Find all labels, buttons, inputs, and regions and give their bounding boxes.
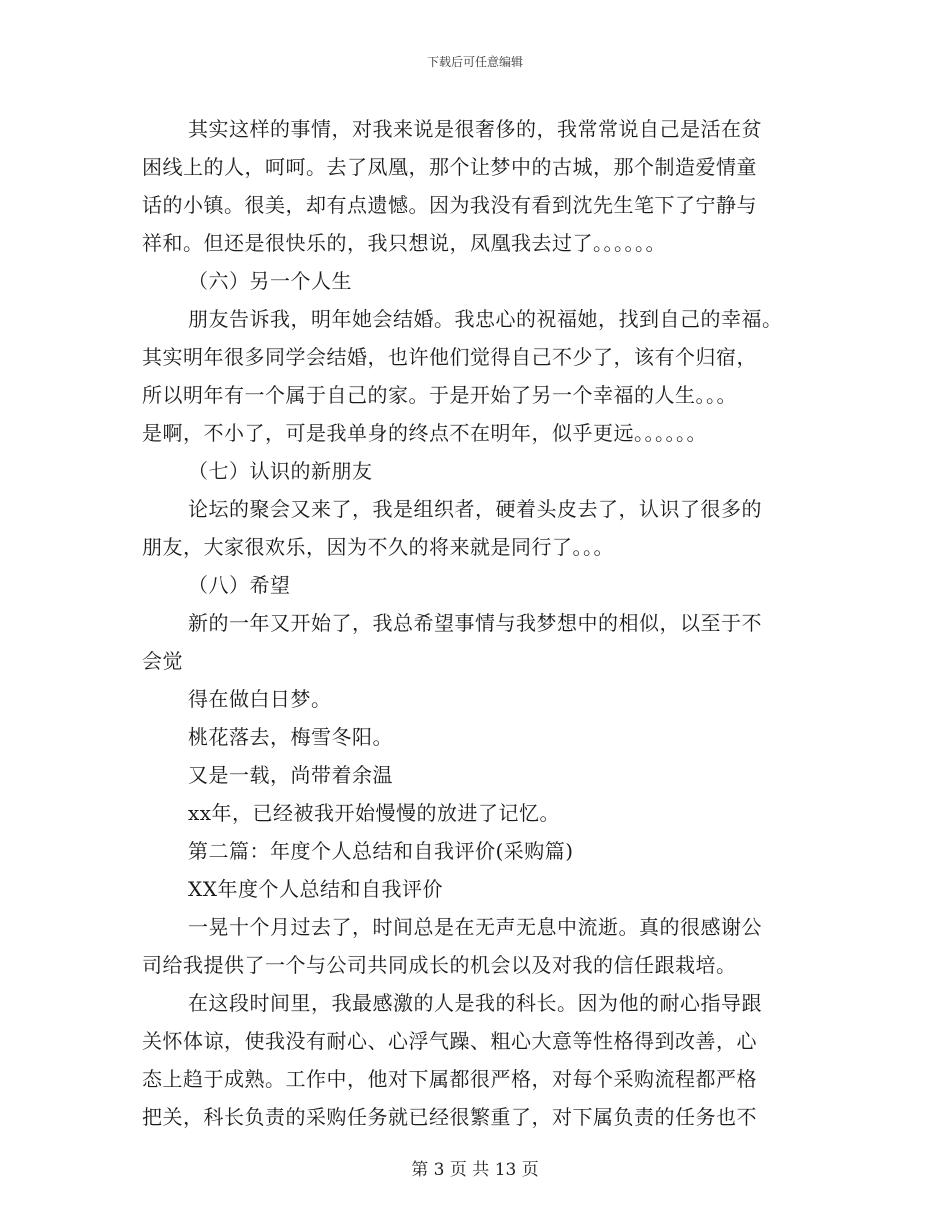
section-heading: XX年度个人总结和自我评价	[188, 877, 443, 901]
paragraph-line: 所以明年有一个属于自己的家。于是开始了另一个幸福的人生。。。	[142, 383, 737, 407]
paragraph-line: 桃花落去，梅雪冬阳。	[188, 725, 393, 749]
paragraph-line: 祥和。但还是很快乐的，我只想说，凤凰我去过了。。。。。。	[142, 231, 666, 255]
paragraph-line: 得在做白日梦。	[188, 687, 332, 711]
page-footer: 第 3 页 共 13 页	[411, 1160, 539, 1180]
section-heading: （六）另一个人生	[188, 269, 352, 293]
paragraph-line: 态上趋于成熟。工作中，他对下属都很严格，对每个采购流程都严格	[142, 1067, 757, 1091]
paragraph-line: 是啊，不小了，可是我单身的终点不在明年，似乎更远。。。。。。	[142, 421, 707, 445]
paragraph-line: 论坛的聚会又来了，我是组织者，硬着头皮去了，认识了很多的	[188, 497, 762, 521]
paragraph-line: 司给我提供了一个与公司共同成长的机会以及对我的信任跟栽培。	[142, 953, 737, 977]
section-heading: （七）认识的新朋友	[188, 459, 373, 483]
paragraph-line: 话的小镇。很美，却有点遗憾。因为我没有看到沈先生笔下了宁静与	[142, 193, 757, 217]
paragraph-line: 其实明年很多同学会结婚，也许他们觉得自己不少了，该有个归宿，	[142, 345, 757, 369]
paragraph-line: 又是一载，尚带着余温	[188, 763, 393, 787]
section-heading: 第二篇：年度个人总结和自我评价(采购篇)	[188, 839, 574, 863]
section-heading: （八）希望	[188, 573, 291, 597]
paragraph-line: 困线上的人，呵呵。去了凤凰，那个让梦中的古城，那个制造爱情童	[142, 155, 757, 179]
paragraph-line: 在这段时间里，我最感激的人是我的科长。因为他的耐心指导跟	[188, 991, 762, 1015]
paragraph-line: xx年，已经被我开始慢慢的放进了记忆。	[188, 801, 561, 825]
paragraph-line: 会觉	[142, 649, 183, 673]
paragraph-line: 朋友，大家很欢乐，因为不久的将来就是同行了。。。	[142, 535, 614, 559]
paragraph-line: 关怀体谅，使我没有耐心、心浮气躁、粗心大意等性格得到改善，心	[142, 1029, 757, 1053]
paragraph-line: 把关，科长负责的采购任务就已经很繁重了，对下属负责的任务也不	[142, 1105, 757, 1129]
paragraph-line: 新的一年又开始了，我总希望事情与我梦想中的相似，以至于不	[188, 611, 762, 635]
page-header: 下载后可任意编辑	[426, 55, 523, 69]
paragraph-line: 朋友告诉我，明年她会结婚。我忠心的祝福她，找到自己的幸福。	[188, 307, 783, 331]
paragraph-line: 其实这样的事情，对我来说是很奢侈的，我常常说自己是活在贫	[188, 117, 762, 141]
paragraph-line: 一晃十个月过去了，时间总是在无声无息中流逝。真的很感谢公	[188, 915, 762, 939]
